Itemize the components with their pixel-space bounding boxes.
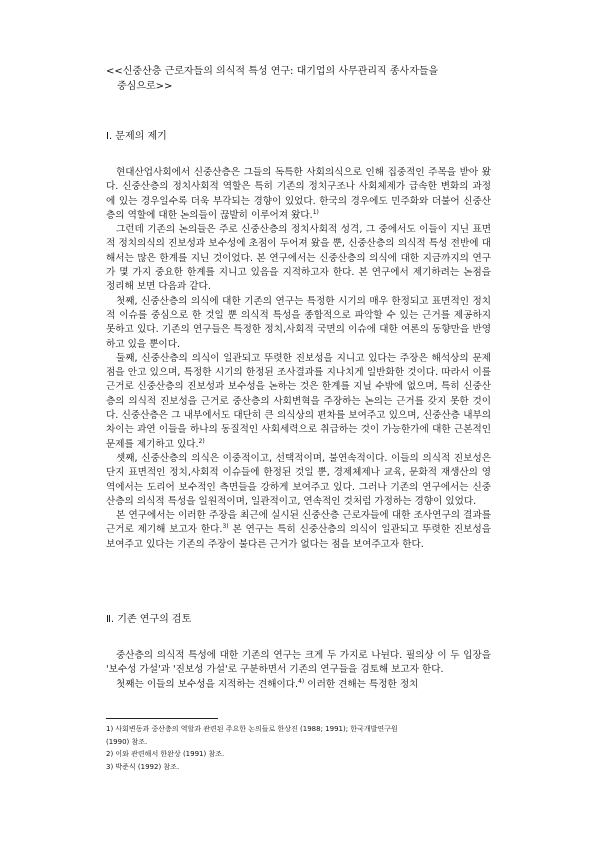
footnote-divider [106,718,218,719]
footnote: 1) 사회변동과 중산층의 역할과 관련된 주요한 논의들로 한상진 (1988; 1991); 한국개발연구원 [106,725,398,733]
paragraph: 첫째, 신중산층의 의식에 대한 기존의 연구는 특정한 시기의 매우 한정되고 표면적인 정치적 이슈를 중심으로 한 것일 뿐 의식적 특성을 종합적으로 파악할 수 있는 근거를 제공하지 못하고 있다. 기존의 연구들은 특정한 정치,사회적 국면의 이슈에 대한 여론의 동향만을 반영하고 있을 뿐이다. [106,295,491,350]
section-2-body [106,649,491,692]
footnote-continuation: (1990) 참조. [106,737,148,746]
paragraph: 그런데 기존의 논의들은 주로 신중산층의 정치사회적 성격, 그 중에서도 이들이 지닌 표면적 정치의식의 진보성과 보수성에 초점이 두어져 왔을 뿐, 신중산층의 의식적 특성 전반에 대해서는 많은 한계를 지닌 것이었다. 본 연구에서는 신중산층의 의식에 대한 지금까지의 연구가 몇 가지 중요한 한계를 지니고 있음을 지적하고자 한다. 본 연구에서 제기하려는 논점을 정리해 보면 다음과 같다. [106,224,491,293]
footnote: 2) 이와 관련해서 한완상 (1991) 참조. [106,750,225,758]
paragraph: 중산층의 의식적 특성에 대한 기존의 연구는 크게 두 가지로 나뉜다. 필의상 이 두 입장을 '보수성 가설'과 '진보성 가설'로 구분하면서 기존의 연구들을 검토해 보고자 한다. [106,650,491,676]
paragraph: 둘째, 신중산층의 의식이 일관되고 뚜렷한 진보성을 지니고 있다는 주장은 해석상의 문제점을 안고 있으며, 특정한 시기의 한정된 조사결과를 지나치게 일반화한 것이다. 따라서 이를 근거로 신중산층의 진보성과 보수성을 논하는 것은 한계를 지닐 수밖에 없으며, 특히 신중산층의 의식적 진보성을 근거로 중산층의 사회변혁을 주장하는 논의는 근거를 갖지 못한 것이다. 신중산층은 그 내부에서도 대단히 큰 의식상의 편차를 보여주고 있으며, 신중산층 내부의 차이는 과연 이들을 하나의 동질적인 사회세력으로 취급하는 것이 가능한가에 대한 근본적인 문제를 제기하고 있다.$^{2)}$ [106,352,491,450]
paragraph: 셋째, 신중산층의 의식은 이중적이고, 선택적이며, 불연속적이다. 이들의 의식적 진보성은 단지 표면적인 정치,사회적 이슈들에 한정된 것일 뿐, 경제체제나 교육, 문화적 재생산의 영역에서는 도리어 보수적인 측면들을 강하게 보여주고 있다. 그러나 기존의 연구에서는 신중산층의 의식적 특성을 일원적이며, 일관적이고, 연속적인 것처럼 가정하는 경향이 있었다. [106,452,491,507]
document-title [106,64,506,94]
footnotes [106,723,491,773]
footnote-ref: 4) [298,677,305,685]
paragraph: 첫째는 이들의 보수성을 지적하는 견해이다.$^{4)}$ 이러한 견해는 특정한 정치 [116,677,419,690]
section-1-heading: Ⅰ. 문제의 제기 [106,131,167,142]
paragraph: 현대산업사회에서 신중산층은 그들의 독특한 사회의식으로 인해 집중적인 주목을 받아 왔다. 신중산층의 정치사회적 역할은 특히 기존의 정치구조나 사회체제가 급속한 변화의 과정에 있는 경우일수록 더욱 부각되는 경향이 있었다. 한국의 경우에도 민주화와 더불어 신중산층의 역할에 대한 논의들이 끊발히 이루어져 왔다.$^{1)}$ [106,167,491,221]
footnote-ref: 3) [222,523,229,531]
footnote-ref: 2) [198,437,205,445]
footnote-ref: 1) [312,208,319,216]
section-2-heading: Ⅱ. 기존 연구의 검토 [106,614,192,625]
footnote: 3) 박준식 (1992) 참조. [106,762,180,771]
title-line-2: 중심으로>> [117,81,173,92]
paragraph: 본 연구에서는 이러한 주장을 최근에 실시된 신중산층 근로자들에 대한 조사연구의 결과를 근거로 제기해 보고자 한다.$^{3)}$ 본 연구는 특히 신중산층의 의식이 일관되고 뚜렷한 진보성을 보여주고 있다는 기존의 주장이 불다른 근거가 없다는 점을 보여주고자 한다. [106,510,491,550]
title-line-1: <<신중산층 근로자들의 의식적 특성 연구: 대기업의 사무관리직 종사자들을 [106,66,439,77]
section-1-body [106,166,491,552]
